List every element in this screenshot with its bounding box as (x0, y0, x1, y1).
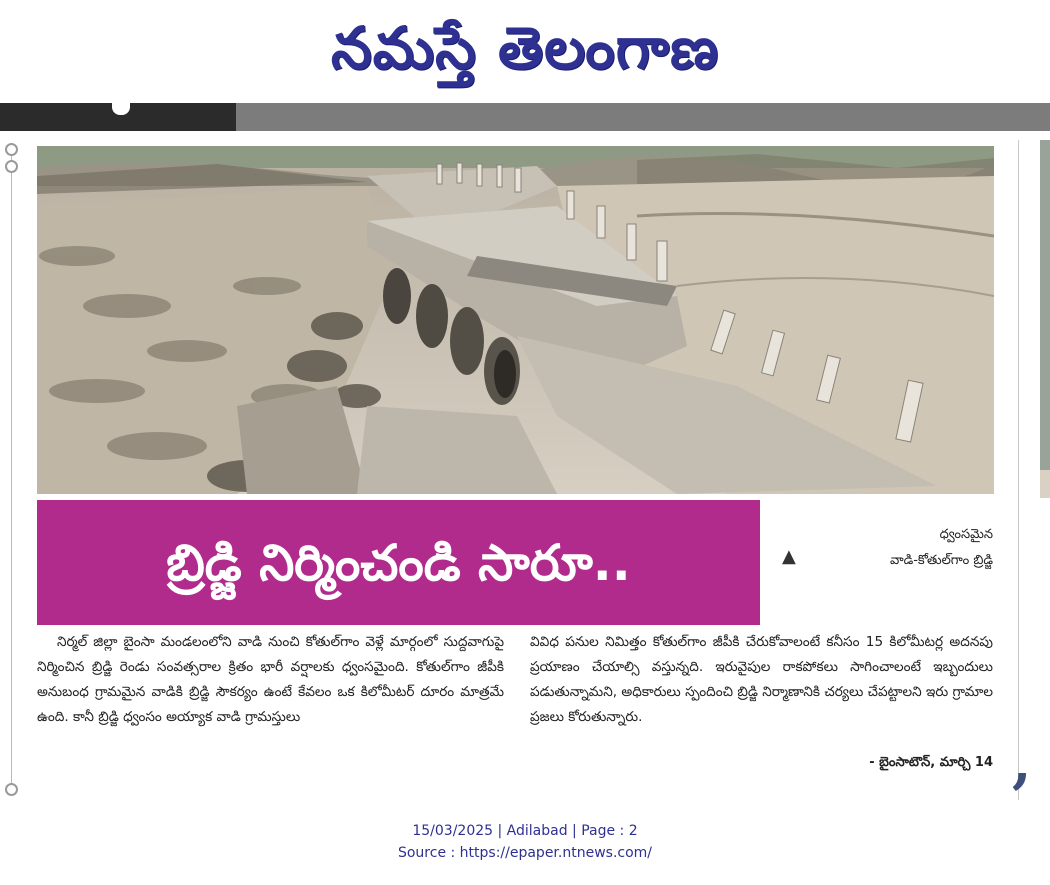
newspaper-masthead (0, 0, 1050, 96)
masthead-title: నమస్తే తెలంగాణ (331, 14, 719, 82)
footer-source-link[interactable]: Source : https://epaper.ntnews.com/ (397, 845, 653, 861)
headline-banner (37, 500, 760, 625)
caption-line-1: ధ్వంసమైన (939, 527, 993, 542)
bridge-photo (37, 146, 994, 494)
adjacent-photo-strip (1040, 140, 1050, 470)
clip-ring-icon (5, 143, 18, 156)
article-column-2: వివిధ పనుల నిమిత్తం కోతుల్‌గాం జీపీకి చేరుకోవాలంటే కనీసం 15 కిలోమీటర్ల అదనపు ప్రయాణం చేయాల్సి వస్తున్నది. ఇరువైపుల రాకపోకలు సాగించాలంటే ఇబ్బందులు పడుతున్నామని, అధికారులు స్పందించి బ్రిడ్జి నిర్మాణానికి చర్యలు చేపట్టాలని ఇరు గ్రామాల ప్రజలు కోరుతున్నారు. (530, 634, 993, 725)
photo-caption (808, 522, 993, 574)
adjacent-photo-strip (1040, 470, 1050, 498)
clip-margin-line (11, 150, 12, 790)
article-byline: - బైంసాటౌన్, మార్చి 14 (869, 755, 993, 770)
adjacent-article-glyph: , (1012, 730, 1032, 796)
headline-text: బ్రిడ్జి నిర్మించండి సారూ.. (166, 533, 631, 592)
footer-date-edition: 15/03/2025 | Adilabad | Page : 2 (412, 823, 638, 839)
article-column-1: నిర్మల్ జిల్లా బైంసా మండలంలోని వాడి నుంచి కోతుల్‌గాం వెళ్లే మార్గంలో సుద్దవాగుపై నిర్మించిన బ్రిడ్జి రెండు సంవత్సరాల క్రితం భారీ వర్షాలకు ధ్వంసమైంది. కోతుల్‌గాం జీపీకి అనుబంధ గ్రామమైన వాడికి బ్రిడ్జి సౌకర్యం ఉంటే కేవలం ఒక కిలోమీటర్ దూరం మాత్రమే ఉంది. కానీ బ్రిడ్జి ధ్వంసం అయ్యాక వాడి గ్రామస్తులు (37, 634, 504, 725)
up-triangle-icon: ▲ (782, 546, 796, 567)
page-footer (0, 820, 1050, 864)
clip-ring-icon (5, 160, 18, 173)
section-band-grey (236, 103, 1050, 131)
clip-ring-icon (5, 783, 18, 796)
caption-line-2: వాడి-కోతుల్‌గాం బ్రిడ్జి (890, 553, 993, 568)
column-divider (1018, 140, 1019, 800)
